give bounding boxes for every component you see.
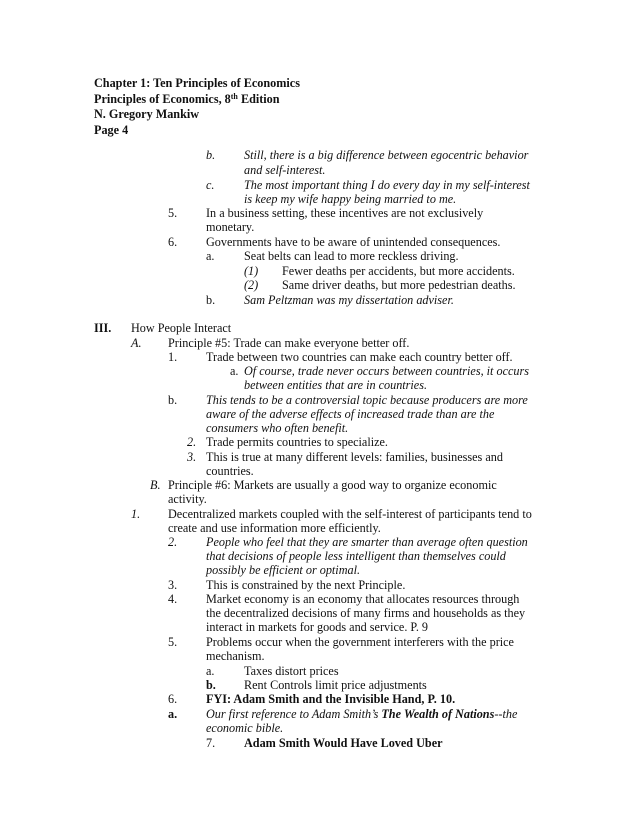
list-label: b. bbox=[206, 293, 216, 307]
list-item-text: is keep my wife happy being married to me. bbox=[244, 192, 457, 206]
book-title: Principles of Economics, 8th Edition bbox=[94, 92, 280, 106]
list-item-text: economic bible. bbox=[206, 721, 284, 735]
list-item-text: Sam Peltzman was my dissertation adviser. bbox=[244, 293, 454, 307]
list-item-text: the decentralized decisions of many firms and households as they bbox=[206, 606, 526, 620]
list-item-text: Principle #6: Markets are usually a good way to organize economic bbox=[168, 478, 497, 492]
list-label: 1. bbox=[131, 507, 141, 521]
list-label: c. bbox=[206, 178, 215, 192]
list-item-text: Governments have to be aware of unintended consequences. bbox=[206, 235, 501, 249]
list-label: a. bbox=[230, 364, 239, 378]
list-item-text: Still, there is a big difference between egocentric behavior bbox=[244, 148, 529, 162]
list-label: a. bbox=[206, 249, 215, 263]
list-label: b. bbox=[206, 148, 216, 162]
book-title-emphasis: The Wealth of Nations bbox=[381, 707, 495, 721]
list-item-text: create and use information more efficiently. bbox=[168, 521, 381, 535]
section-label: III. bbox=[94, 321, 112, 335]
list-item-text: Market economy is an economy that allocates resources through bbox=[206, 592, 520, 606]
list-label: b. bbox=[206, 678, 216, 692]
list-item-text: monetary. bbox=[206, 220, 255, 234]
list-item-text: Trade permits countries to specialize. bbox=[206, 435, 388, 449]
list-item-text: The most important thing I do every day in my self-interest bbox=[244, 178, 530, 192]
list-item-text: interact in markets for goods and service. P. 9 bbox=[206, 620, 429, 634]
chapter-title: Chapter 1: Ten Principles of Economics bbox=[94, 76, 300, 90]
author-name: N. Gregory Mankiw bbox=[94, 107, 200, 121]
list-label: 5. bbox=[168, 206, 178, 220]
list-item-text: This is true at many different levels: families, businesses and bbox=[206, 450, 503, 464]
page-number: Page 4 bbox=[94, 123, 129, 137]
list-item-text: Adam Smith Would Have Loved Uber bbox=[244, 736, 443, 750]
list-label: 1. bbox=[168, 350, 178, 364]
list-item-text: Taxes distort prices bbox=[244, 664, 339, 678]
list-item-text: Problems occur when the government interferers with the price bbox=[206, 635, 514, 649]
list-item-text: Decentralized markets coupled with the self-interest of participants tend to bbox=[168, 507, 532, 521]
list-item-text: that decisions of people less intelligent than themselves could bbox=[206, 549, 506, 563]
list-label: 6. bbox=[168, 692, 178, 706]
list-label: 6. bbox=[168, 235, 178, 249]
list-label: (2) bbox=[244, 278, 259, 292]
list-label: (1) bbox=[244, 264, 259, 278]
list-item-text: Our first reference to Adam Smith’s The Wealth of Nations--the bbox=[206, 707, 518, 721]
list-item-text: Fewer deaths per accidents, but more accidents. bbox=[282, 264, 515, 278]
list-item-text: Principle #5: Trade can make everyone better off. bbox=[168, 336, 410, 350]
list-item-text: Seat belts can lead to more reckless driving. bbox=[244, 249, 459, 263]
list-label: A. bbox=[131, 336, 142, 350]
list-label: a. bbox=[168, 707, 178, 721]
list-item-text: Of course, trade never occurs between countries, it occurs bbox=[244, 364, 529, 378]
list-item-text: possibly be efficient or optimal. bbox=[206, 563, 361, 577]
list-label: 3. bbox=[187, 450, 197, 464]
list-item-text: aware of the adverse effects of increased trade than are the bbox=[206, 407, 495, 421]
list-item-text: activity. bbox=[168, 492, 207, 506]
list-label: B. bbox=[150, 478, 161, 492]
section-heading: How People Interact bbox=[131, 321, 232, 335]
list-item-text: Trade between two countries can make each country better off. bbox=[206, 350, 513, 364]
list-label: 5. bbox=[168, 635, 178, 649]
list-label: 3. bbox=[168, 578, 178, 592]
list-item-text: Same driver deaths, but more pedestrian deaths. bbox=[282, 278, 516, 292]
list-item-text: Rent Controls limit price adjustments bbox=[244, 678, 427, 692]
list-item-text: This tends to be a controversial topic because producers are more bbox=[206, 393, 528, 407]
list-item-text: FYI: Adam Smith and the Invisible Hand, P. 10. bbox=[206, 692, 456, 706]
list-item-text: People who feel that they are smarter than average often question bbox=[206, 535, 528, 549]
list-item-text: This is constrained by the next Principle. bbox=[206, 578, 406, 592]
list-item-text: countries. bbox=[206, 464, 254, 478]
list-label: b. bbox=[168, 393, 178, 407]
list-label: a. bbox=[206, 664, 215, 678]
list-label: 4. bbox=[168, 592, 178, 606]
list-item-text: consumers who often benefit. bbox=[206, 421, 349, 435]
list-label: 2. bbox=[168, 535, 178, 549]
list-item-text: and self-interest. bbox=[244, 163, 326, 177]
list-label: 2. bbox=[187, 435, 197, 449]
list-item-text: between entities that are in countries. bbox=[244, 378, 428, 392]
list-label: 7. bbox=[206, 736, 216, 750]
list-item-text: In a business setting, these incentives are not exclusively bbox=[206, 206, 484, 220]
list-item-text: mechanism. bbox=[206, 649, 265, 663]
